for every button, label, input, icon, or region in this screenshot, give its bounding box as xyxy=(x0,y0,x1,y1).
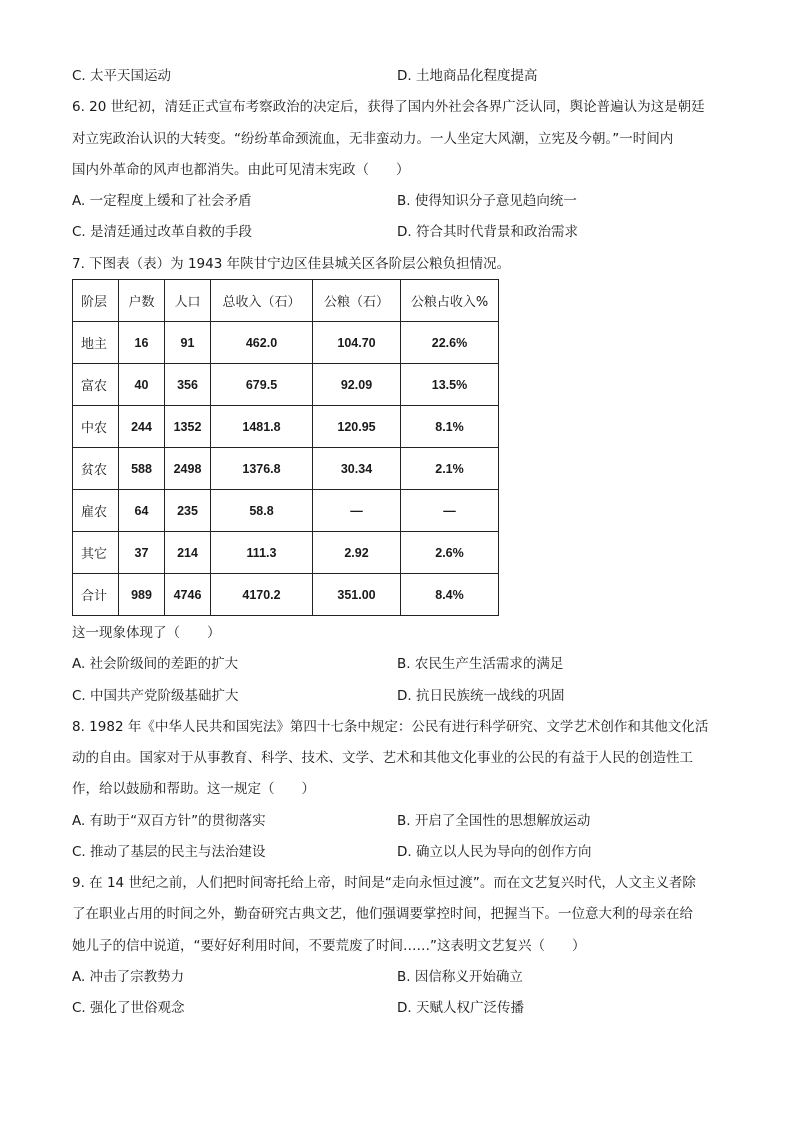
cell-public-grain: 2.92 xyxy=(313,532,401,574)
q7-stem: 7. 下图表（表）为 1943 年陕甘宁边区佳县城关区各阶层公粮负担情况。 xyxy=(72,256,511,272)
table-row xyxy=(73,448,499,490)
cell-grain-percent: 22.6% xyxy=(401,322,499,364)
cell-population: 235 xyxy=(165,490,211,532)
cell-households: 40 xyxy=(119,364,165,406)
q7-grain-table xyxy=(72,279,499,616)
q6-option-b[interactable]: B. 使得知识分子意见趋向统一 xyxy=(397,193,577,209)
cell-population: 4746 xyxy=(165,574,211,616)
cell-households: 989 xyxy=(119,574,165,616)
cell-public-grain: 351.00 xyxy=(313,574,401,616)
q8-option-a[interactable]: A. 有助于“双百方针”的贯彻落实 xyxy=(72,813,266,829)
cell-total-income: 1481.8 xyxy=(211,406,313,448)
cell-total-income: 4170.2 xyxy=(211,574,313,616)
q7-option-a[interactable]: A. 社会阶级间的差距的扩大 xyxy=(72,656,239,672)
q9-stem-line-2: 了在职业占用的时间之外，勤奋研究古典文艺，他们强调要掌控时间，把握当下。一位意大利的母亲在给 xyxy=(72,906,693,922)
cell-public-grain: 30.34 xyxy=(313,448,401,490)
q7-option-c[interactable]: C. 中国共产党阶级基础扩大 xyxy=(72,688,239,704)
cell-public-grain: 120.95 xyxy=(313,406,401,448)
header-total-income: 总收入（石） xyxy=(211,280,313,322)
header-stratum: 阶层 xyxy=(73,280,119,322)
table-row xyxy=(73,532,499,574)
cell-population: 1352 xyxy=(165,406,211,448)
cell-total-income: 1376.8 xyxy=(211,448,313,490)
cell-population: 356 xyxy=(165,364,211,406)
q9-option-a[interactable]: A. 冲击了宗教势力 xyxy=(72,969,185,985)
cell-stratum: 其它 xyxy=(73,532,119,574)
cell-households: 588 xyxy=(119,448,165,490)
cell-public-grain: 104.70 xyxy=(313,322,401,364)
cell-total-income: 679.5 xyxy=(211,364,313,406)
cell-households: 244 xyxy=(119,406,165,448)
table-header-row xyxy=(73,280,499,322)
q8-stem-line-1: 8. 1982 年《中华人民共和国宪法》第四十七条中规定：公民有进行科学研究、文学艺术创作和其他文化活 xyxy=(72,719,709,735)
cell-households: 37 xyxy=(119,532,165,574)
q9-option-b[interactable]: B. 因信称义开始确立 xyxy=(397,969,523,985)
cell-grain-percent: 8.1% xyxy=(401,406,499,448)
cell-total-income: 111.3 xyxy=(211,532,313,574)
header-grain-percent: 公粮占收入% xyxy=(401,280,499,322)
cell-grain-percent: 13.5% xyxy=(401,364,499,406)
q6-option-a[interactable]: A. 一定程度上缓和了社会矛盾 xyxy=(72,193,252,209)
cell-stratum: 富农 xyxy=(73,364,119,406)
table-row-total xyxy=(73,574,499,616)
q9-option-c[interactable]: C. 强化了世俗观念 xyxy=(72,1000,185,1016)
table-row xyxy=(73,322,499,364)
cell-stratum: 贫农 xyxy=(73,448,119,490)
q8-stem-line-3: 作，给以鼓励和帮助。这一规定（ ） xyxy=(72,781,315,797)
cell-public-grain: — xyxy=(313,490,401,532)
q5-option-d[interactable]: D. 土地商品化程度提高 xyxy=(397,68,538,84)
q7-option-b[interactable]: B. 农民生产生活需求的满足 xyxy=(397,656,564,672)
cell-stratum: 地主 xyxy=(73,322,119,364)
q6-stem-line-1: 6. 20 世纪初，清廷正式宣布考察政治的决定后，获得了国内外社会各界广泛认同，舆论普遍认为这是朝廷 xyxy=(72,99,705,115)
q6-option-c[interactable]: C. 是清廷通过改革自救的手段 xyxy=(72,224,253,240)
cell-stratum: 中农 xyxy=(73,406,119,448)
cell-population: 2498 xyxy=(165,448,211,490)
cell-grain-percent: 2.1% xyxy=(401,448,499,490)
cell-households: 16 xyxy=(119,322,165,364)
header-public-grain: 公粮（石） xyxy=(313,280,401,322)
header-population: 人口 xyxy=(165,280,211,322)
q7-question-line: 这一现象体现了（ ） xyxy=(72,625,221,641)
q6-stem-line-2: 对立宪政治认识的大转变。“纷纷革命颈流血，无非蛮动力。一人坐定大风潮，立宪及今朝。”一时间内 xyxy=(72,131,674,147)
q9-stem-line-1: 9. 在 14 世纪之前，人们把时间寄托给上帝，时间是“走向永恒过渡”。而在文艺复兴时代，人文主义者除 xyxy=(72,875,696,891)
cell-stratum: 合计 xyxy=(73,574,119,616)
q5-option-c[interactable]: C. 太平天国运动 xyxy=(72,68,172,84)
q8-option-d[interactable]: D. 确立以人民为导向的创作方向 xyxy=(397,844,592,860)
header-households: 户数 xyxy=(119,280,165,322)
q6-stem-line-3: 国内外革命的风声也都消失。由此可见清末宪政（ ） xyxy=(72,162,410,178)
q8-option-c[interactable]: C. 推动了基层的民主与法治建设 xyxy=(72,844,266,860)
cell-population: 91 xyxy=(165,322,211,364)
q8-stem-line-2: 动的自由。国家对于从事教育、科学、技术、文学、艺术和其他文化事业的公民的有益于人民的创造性工 xyxy=(72,750,693,766)
cell-stratum: 雇农 xyxy=(73,490,119,532)
q6-option-d[interactable]: D. 符合其时代背景和政治需求 xyxy=(397,224,578,240)
cell-grain-percent: 8.4% xyxy=(401,574,499,616)
table-row xyxy=(73,406,499,448)
q9-option-d[interactable]: D. 天赋人权广泛传播 xyxy=(397,1000,524,1016)
cell-total-income: 462.0 xyxy=(211,322,313,364)
cell-population: 214 xyxy=(165,532,211,574)
cell-public-grain: 92.09 xyxy=(313,364,401,406)
table-row xyxy=(73,490,499,532)
cell-grain-percent: — xyxy=(401,490,499,532)
table-row xyxy=(73,364,499,406)
q9-stem-line-3: 她儿子的信中说道，“要好好利用时间，不要荒废了时间……”这表明文艺复兴（ ） xyxy=(72,938,586,954)
cell-total-income: 58.8 xyxy=(211,490,313,532)
q8-option-b[interactable]: B. 开启了全国性的思想解放运动 xyxy=(397,813,591,829)
cell-grain-percent: 2.6% xyxy=(401,532,499,574)
cell-households: 64 xyxy=(119,490,165,532)
q7-option-d[interactable]: D. 抗日民族统一战线的巩固 xyxy=(397,688,565,704)
